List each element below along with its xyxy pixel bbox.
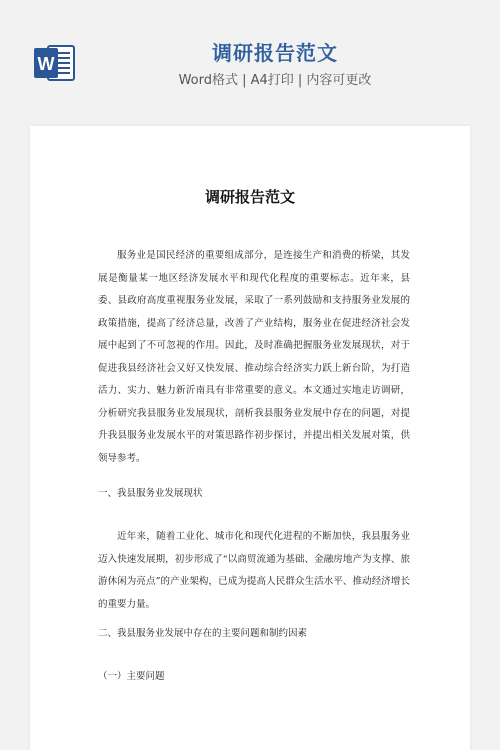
title-block [150,40,400,90]
subsection-heading-1: （一）主要问题 [98,671,165,682]
page-subtitle: Word格式 | A4打印 | 内容可更改 [178,73,372,88]
document-page [30,126,470,750]
section-heading-1: 一、我县服务业发展现状 [98,488,203,499]
page-title: 调研报告范文 [212,41,338,65]
paragraph-current-status: 近年来，随着工业化、城市化和现代化进程的不断加快，我县服务业迈入快速发展期，初步形成了“以商贸流通为基础、金融房地产为支撑、旅游休闲为亮点”的产业架构，已成为提高人民群众生活水平、推动经济增长的重要力量。 [98,531,410,610]
section-heading-2: 二、我县服务业发展中存在的主要问题和制约因素 [98,628,308,639]
document-title: 调研报告范文 [204,188,295,206]
page-header [0,0,500,120]
word-app-icon [32,42,76,84]
word-icon-letter: W [37,54,55,74]
paragraph-intro: 服务业是国民经济的重要组成部分，是连接生产和消费的桥梁，其发展是衡量某一地区经济发展水平和现代化程度的重要标志。近年来，县委、县政府高度重视服务业发展，采取了一系列鼓励和支持服务业发展的政策措施，提高了经济总量，改善了产业结构，服务业在促进经济社会发展中起到了不可忽视的作用。因此，及时准确把握服务业发展现状，对于促进我县经济社会又好又快发展、推动综合经济实力跃上新台阶，为打造活力、实力、魅力新沂南具有非常重要的意义。本文通过实地走访调研，分析研究我县服务业发展现状，剖析我县服务业发展中存在的问题，对提升我县服务业发展水平的对策思路作初步探讨，并提出相关发展对策，供领导参考。 [98,250,410,464]
